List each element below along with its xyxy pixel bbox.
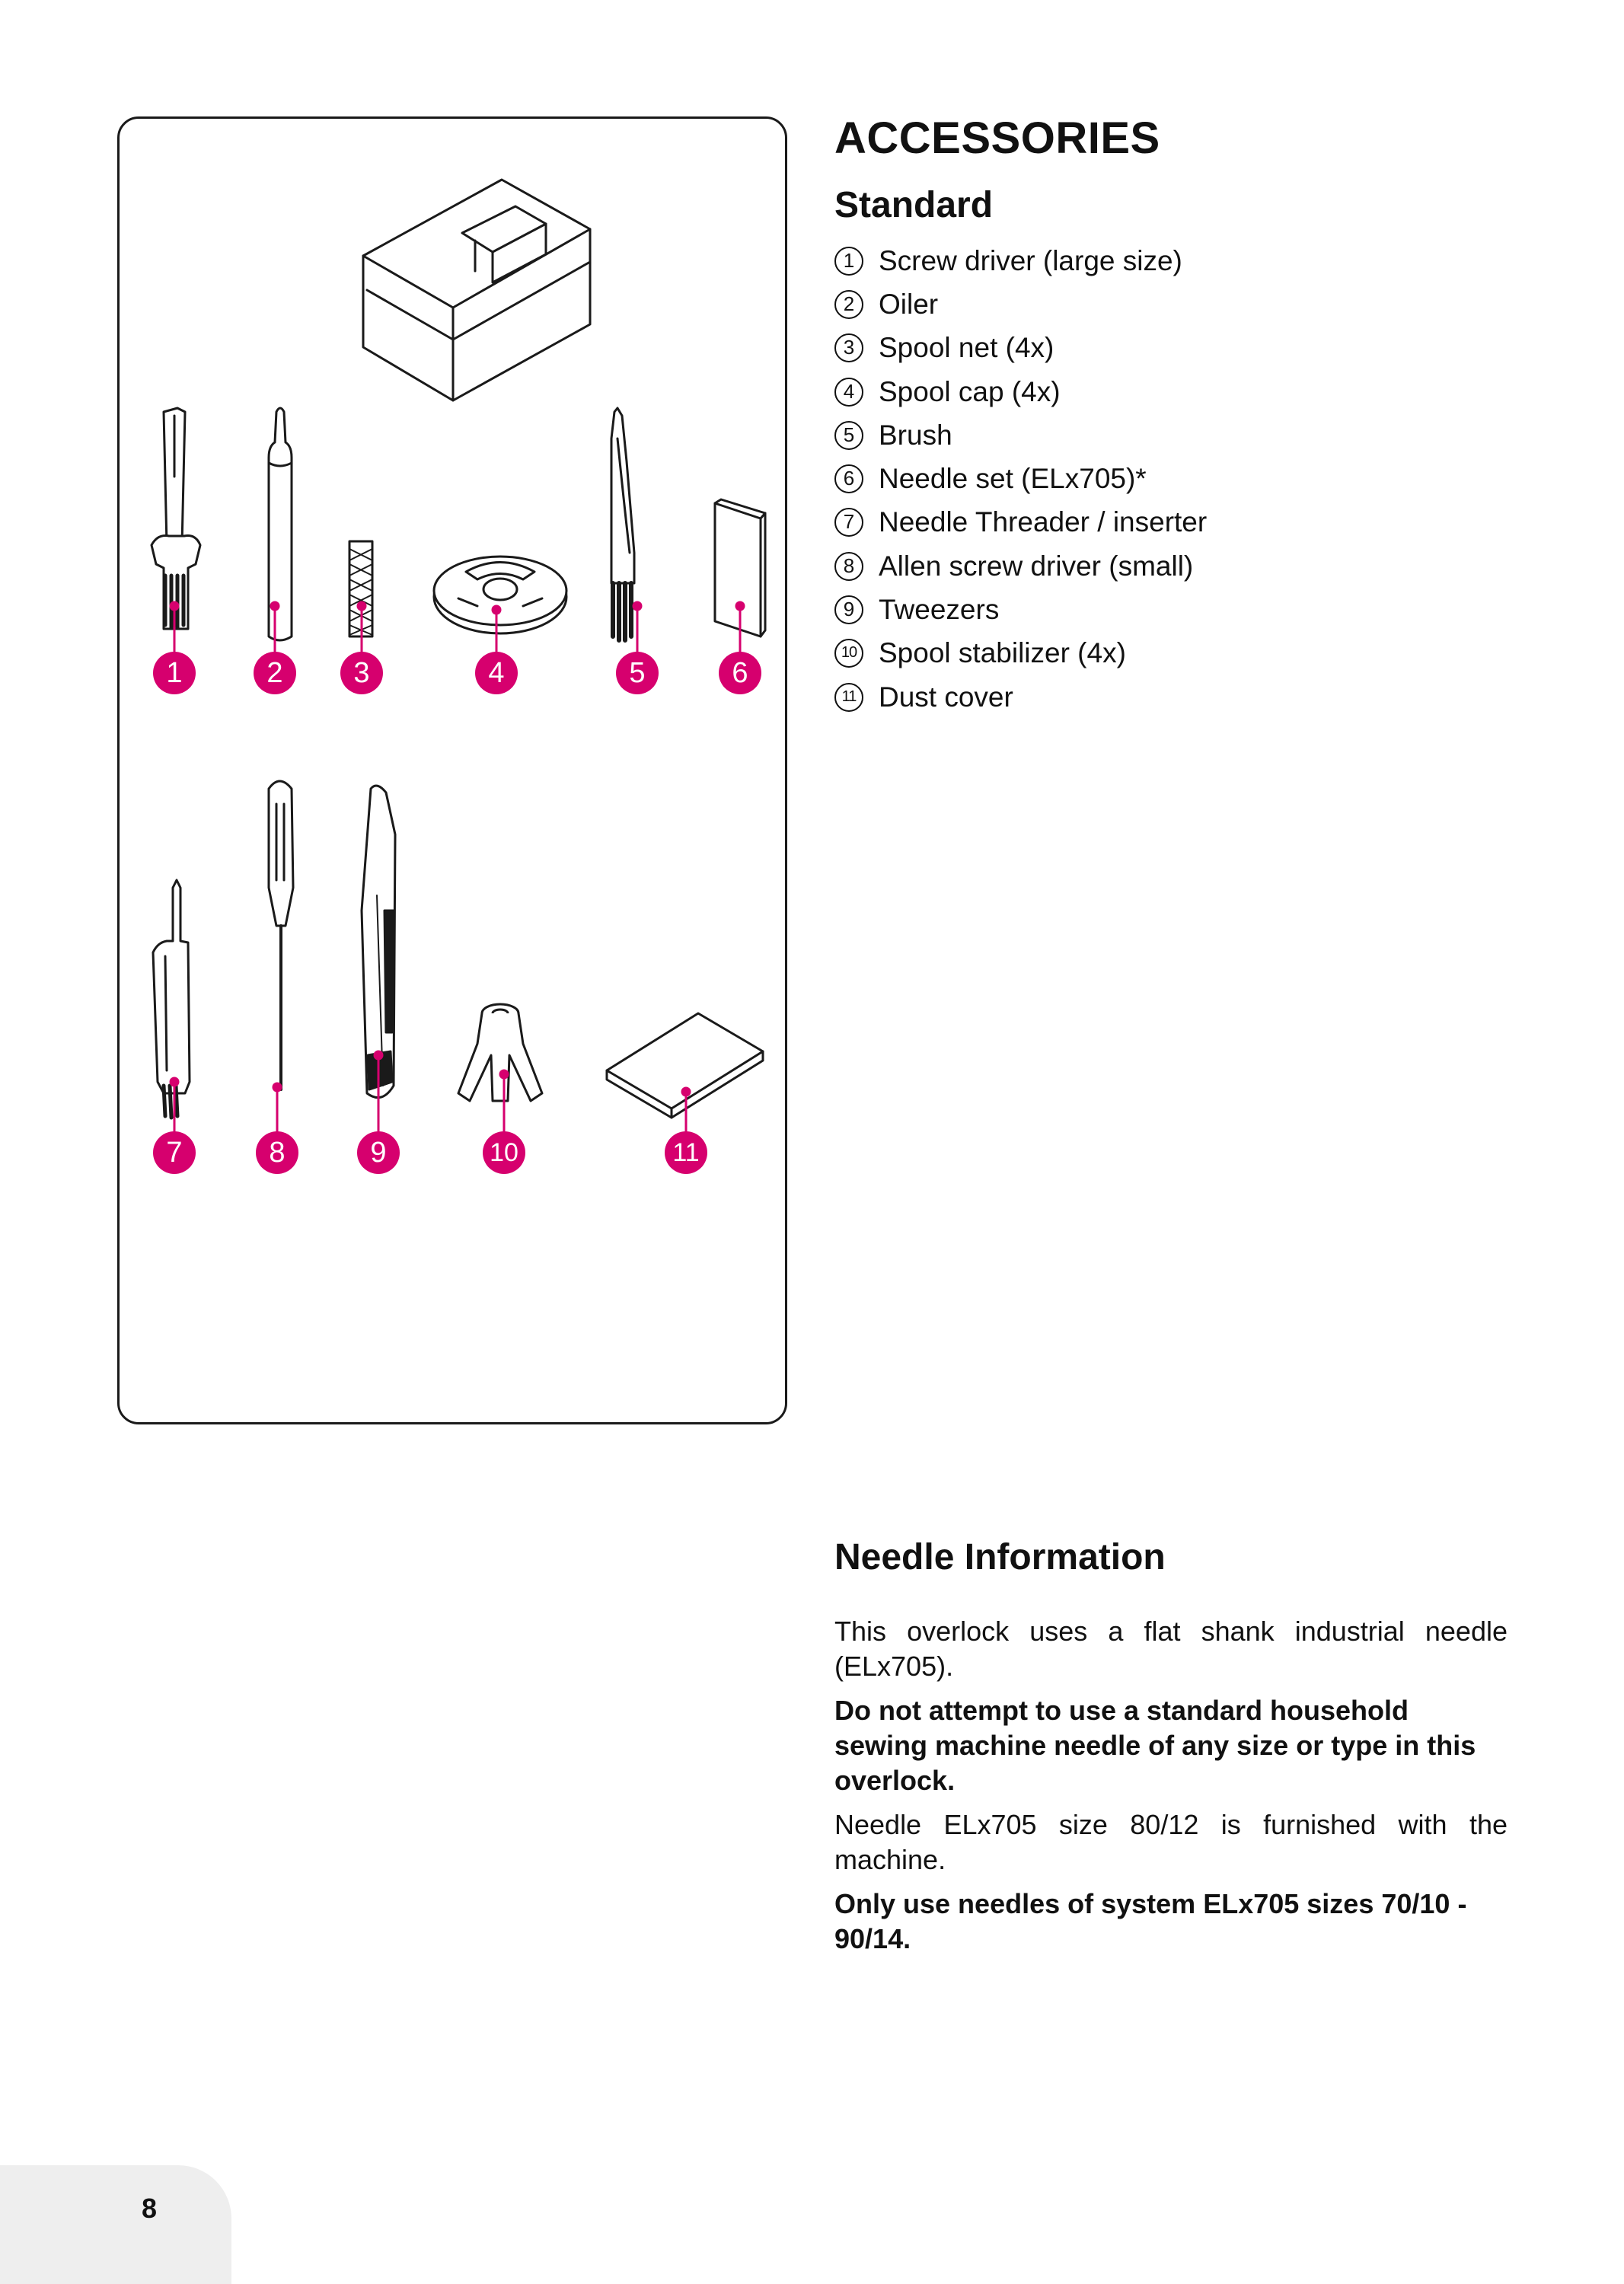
page-title: ACCESSORIES (834, 113, 1160, 163)
callout-3: 3 (340, 652, 383, 694)
accessory-box-drawing (363, 180, 590, 400)
item-label: Brush (879, 419, 952, 451)
page-number: 8 (142, 2193, 158, 2224)
item-label: Screw driver (large size) (879, 244, 1182, 276)
item-label: Needle set (ELx705)* (879, 463, 1147, 495)
item-number: 1 (834, 247, 863, 276)
item-label: Oiler (879, 288, 939, 320)
screwdriver-large-drawing (152, 408, 200, 629)
list-item (834, 327, 1207, 370)
callout-2: 2 (254, 652, 296, 694)
list-item (834, 282, 1207, 326)
item-number: 10 (834, 639, 863, 668)
item-label: Spool net (4x) (879, 332, 1054, 364)
standard-accessories-list (834, 239, 1207, 719)
spool-stabilizer-drawing (458, 1004, 542, 1101)
callout-5: 5 (616, 652, 659, 694)
callout-4: 4 (475, 652, 518, 694)
item-number: 2 (834, 290, 863, 319)
needle-information-title: Needle Information (834, 1537, 1166, 1577)
item-number: 3 (834, 333, 863, 362)
callout-10: 10 (483, 1131, 525, 1174)
needle-information-body (834, 1614, 1508, 1966)
list-item (834, 457, 1207, 500)
item-label: Spool stabilizer (4x) (879, 637, 1126, 669)
list-item (834, 413, 1207, 457)
callout-9: 9 (357, 1131, 400, 1174)
item-label: Tweezers (879, 594, 1000, 626)
accessories-illustration (120, 119, 790, 1427)
callout-1: 1 (153, 652, 196, 694)
list-item (834, 675, 1207, 719)
list-item (834, 632, 1207, 675)
needle-paragraph: This overlock uses a flat shank industrial needle (ELx705). (834, 1616, 1508, 1682)
list-item (834, 588, 1207, 631)
item-number: 9 (834, 595, 863, 624)
list-item (834, 501, 1207, 544)
needle-warning: Only use needles of system ELx705 sizes 70/10 - 90/14. (834, 1888, 1467, 1954)
item-label: Spool cap (4x) (879, 375, 1061, 407)
callout-11: 11 (665, 1131, 707, 1174)
allen-screwdriver-drawing (269, 781, 293, 1089)
item-number: 5 (834, 421, 863, 450)
spool-cap-drawing (434, 557, 566, 633)
item-number: 4 (834, 378, 863, 407)
item-number: 7 (834, 508, 863, 537)
list-item (834, 544, 1207, 588)
needle-warning: Do not attempt to use a standard household sewing machine needle of any size or type in this overlock. (834, 1695, 1476, 1796)
accessories-illustration-panel (117, 116, 787, 1424)
item-number: 8 (834, 552, 863, 581)
callout-6: 6 (719, 652, 761, 694)
brush-drawing (611, 408, 634, 640)
needle-paragraph: Needle ELx705 size 80/12 is furnished with the machine. (834, 1809, 1508, 1875)
item-label: Dust cover (879, 681, 1013, 713)
list-item (834, 370, 1207, 413)
item-number: 6 (834, 464, 863, 493)
page-number-tab (0, 2165, 231, 2284)
list-item (834, 239, 1207, 282)
item-number: 11 (834, 683, 863, 712)
item-label: Allen screw driver (small) (879, 550, 1194, 582)
callout-7: 7 (153, 1131, 196, 1174)
item-label: Needle Threader / inserter (879, 506, 1208, 538)
callout-8: 8 (256, 1131, 298, 1174)
standard-subtitle: Standard (834, 185, 994, 225)
